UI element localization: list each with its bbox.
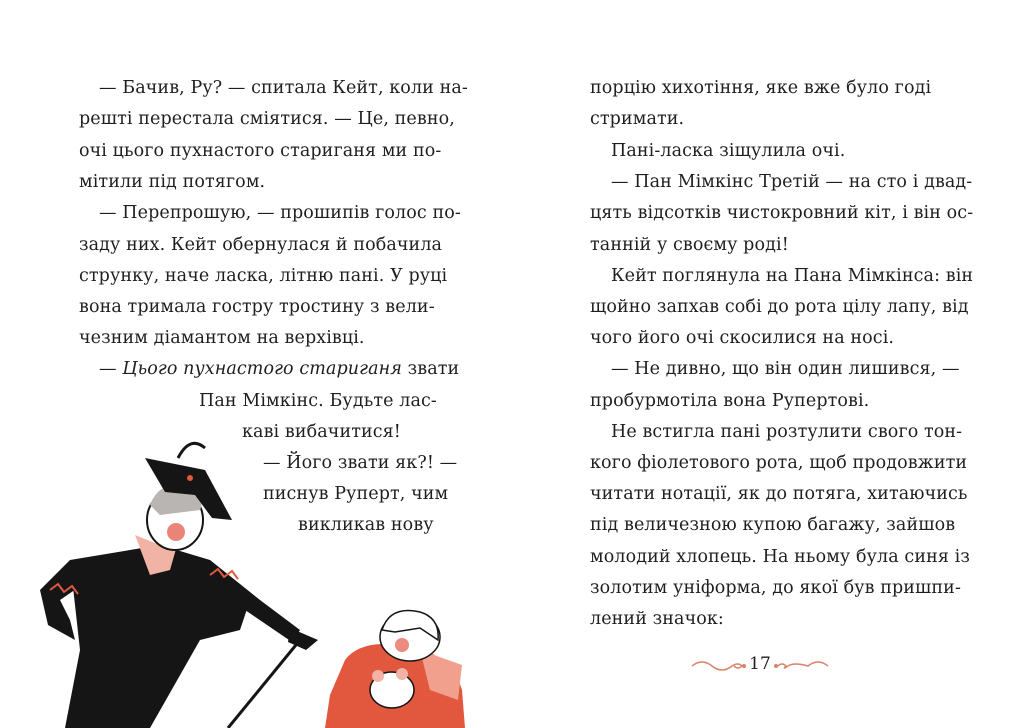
cat-ear <box>372 670 384 682</box>
text-line: — Пан Мімкінс Третій — на сто і двад- <box>611 172 973 192</box>
text-rest: звати <box>401 359 460 379</box>
text-line: кого фіолетового рота, щоб продовжити <box>590 453 968 473</box>
text-line: писнув Руперт, чим <box>263 484 449 504</box>
text-line: читати нотації, як до потяга, хитаючись <box>590 484 968 504</box>
text-line: молодий хлопець. На ньому була синя із <box>590 547 970 567</box>
text-line: решті перестала сміятися. — Це, певно, <box>79 109 455 129</box>
text-line: цять відсотків чистокровний кіт, і він ос- <box>590 203 974 223</box>
text-line: — Не дивно, що він один лишився, — <box>611 359 960 379</box>
text-line: чезним діамантом на верхівці. <box>79 328 365 348</box>
text-line: викликав нову <box>298 515 434 535</box>
italic-phrase: Цього пухнастого стариганя <box>122 359 402 379</box>
text-line: очі цього пухнастого стариганя ми по- <box>79 141 442 161</box>
hat-button <box>187 475 193 481</box>
text-line: Пані-ласка зіщулила очі. <box>611 141 846 161</box>
cane-top <box>298 636 306 644</box>
text-line: щойно запхав собі до рота цілу лапу, від <box>590 297 969 317</box>
text-line: порцію хихотіння, яке вже було годі <box>590 78 932 98</box>
text-line-italic <box>99 358 459 380</box>
lady-cheek <box>167 523 185 541</box>
boy-cheek <box>395 638 409 652</box>
right-page <box>512 0 1024 728</box>
text-line: під величезною купою багажу, зайшов <box>590 515 956 535</box>
illustration <box>0 440 512 728</box>
text-line: — Бачив, Ру? — спитала Кейт, коли на- <box>99 78 468 98</box>
text-line: — Перепрошую, — прошипів голос по- <box>99 203 461 223</box>
text-line: струнку, наче ласка, літню пані. У руці <box>79 266 448 286</box>
dash: — <box>99 359 123 379</box>
hat-feather <box>178 443 205 458</box>
text-line: пробурмотіла вона Рупертові. <box>590 391 870 411</box>
text-line: стримати. <box>590 109 685 129</box>
text-line: мітили під потягом. <box>79 172 266 192</box>
text-line: Пан Мімкінс. Будьте лас- <box>199 391 437 411</box>
cane <box>228 640 300 728</box>
text-line: лений значок: <box>590 609 724 629</box>
text-line: каві вибачитися! <box>242 422 401 442</box>
text-line: заду них. Кейт обернулася й побачила <box>79 235 443 255</box>
text-line: танній у своєму роді! <box>590 235 789 255</box>
cat-ear <box>396 668 408 680</box>
text-line: — Його звати як?! — <box>263 453 458 473</box>
text-line: золотим уніформа, до якої був пришпи- <box>590 578 961 598</box>
page-number-footer <box>690 652 830 680</box>
text-line: чого його очі скосилися на носі. <box>590 328 895 348</box>
ornament-right-icon <box>770 654 830 678</box>
text-line: Кейт поглянула на Пана Мімкінса: він <box>611 266 974 286</box>
page-number: 17 <box>749 654 771 674</box>
text-line: вона тримала гостру тростину з вели- <box>79 297 435 317</box>
text-line: Не встигла пані розтулити свого тон- <box>611 422 963 442</box>
